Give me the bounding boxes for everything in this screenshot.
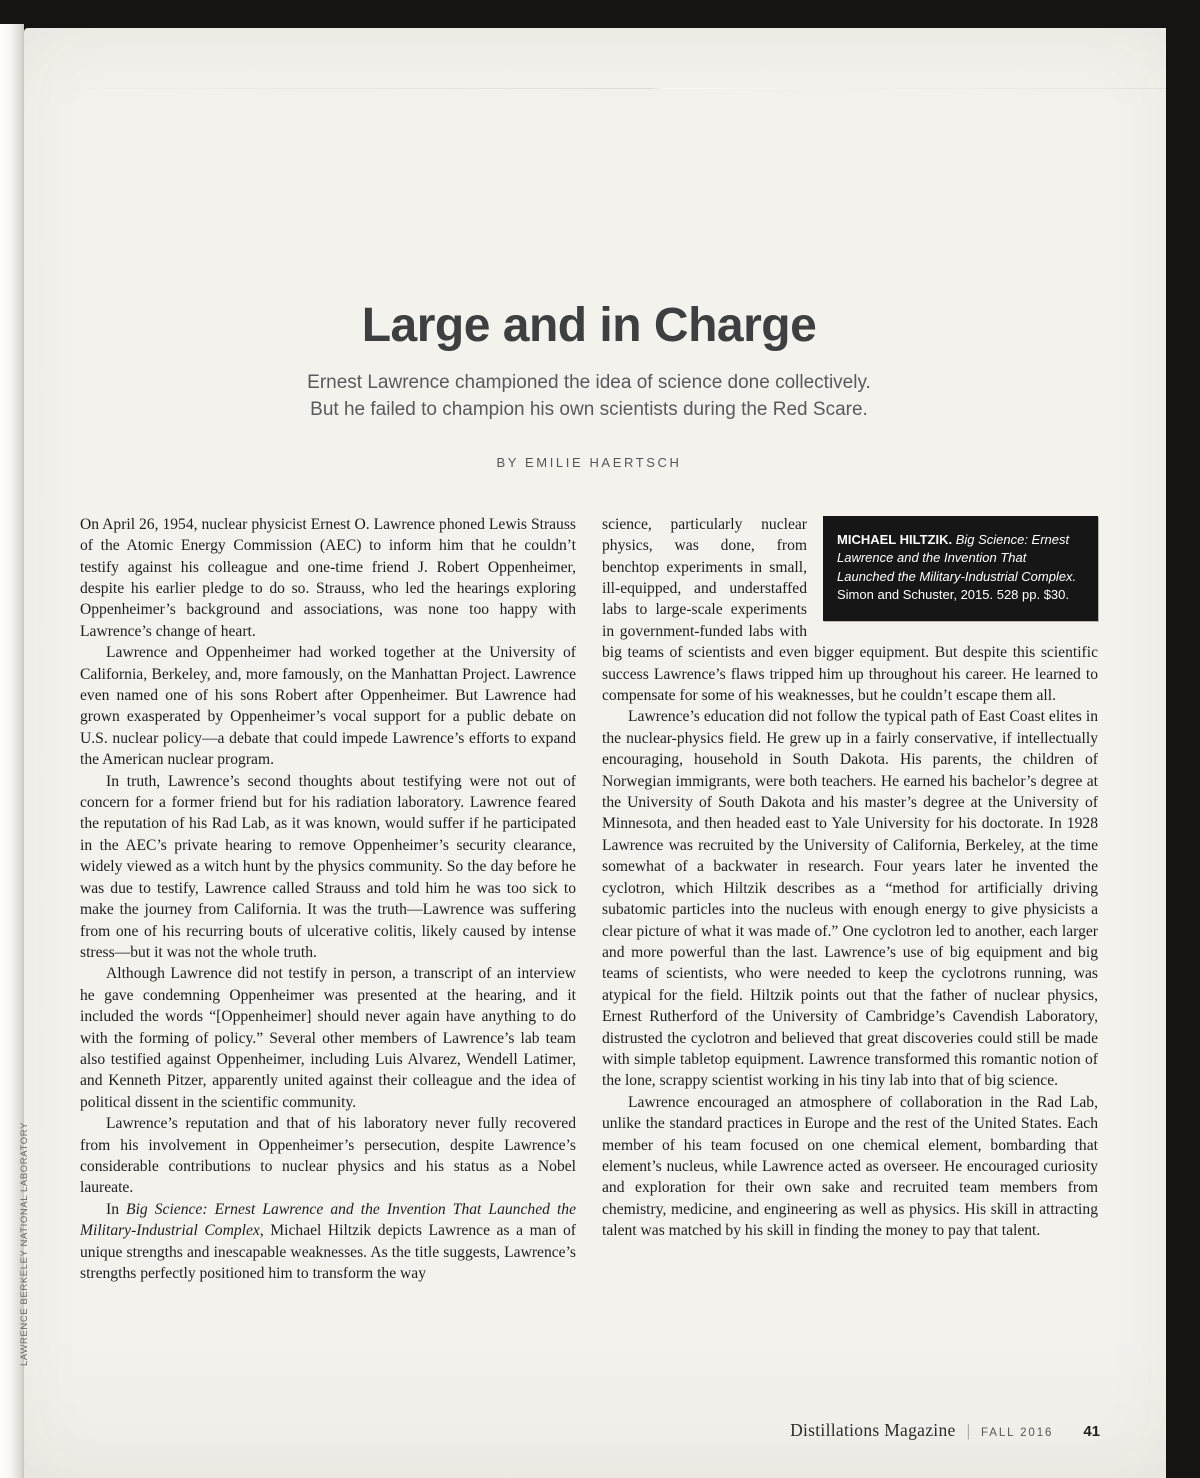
text-run: On April 26, 1954, nuclear physicist Ernest O. Lawrence phoned Lewis Strauss of the Atomic Energy Commission (AEC) to inform him that he couldn’t testify against his colleague and one-time friend J. Robert Oppenheimer, despite his earlier pledge to do so. Strauss, who led the hearings exploring Oppenheimer’s background and associations, was none too happy with Lawrence’s change of heart. [80, 515, 576, 640]
paragraph [602, 1092, 1098, 1242]
magazine-name: Distillations Magazine [790, 1420, 956, 1440]
article-title: Large and in Charge [361, 299, 817, 352]
footer-separator: | [966, 1421, 970, 1440]
page-footer [790, 1420, 1100, 1441]
text-run: , Michael Hiltzik depicts Lawrence as a man of unique strengths and inescapable weaknesses. As the title suggests, Lawrence’s strengths perfectly positioned him to transform the way [80, 1222, 576, 1283]
text-run: science, particularly nuclear physics, was done, from benchtop experiments in small, ill-equipped, and understaffed labs to large-scale experiments in government-funded labs with big teams of scientists and even bigger equipment. But despite this scientific success Lawrence’s flaws tripped him up throughout his career. He learned to compensate for some of his weaknesses, but he couldn’t escape them all. [602, 515, 1098, 705]
paragraph [80, 963, 576, 1113]
article-subtitle [80, 369, 1098, 423]
right-column [602, 514, 1098, 1285]
text-run: Simon and Schuster, 2015. 528 pp. $30. [837, 587, 1070, 603]
text-run: Lawrence’s education did not follow the typical path of East Coast elites in the nuclear-physics field. He grew up in a fairly conservative, if intellectually encouraging, household in South Dakota. His parents, the children of Norwegian immigrants, were both teachers. He earned his bachelor’s degree at the University of South Dakota and his master’s degree at the University of Minnesota, and then headed east to Yale University for his doctorate. In 1928 Lawrence was recruited by the University of California, Berkeley, at the time somewhat of a backwater in research. Four years later he invented the cyclotron, which Hiltzik describes as a “method for artificially driving subatomic particles into the nucleus with enough energy to give physicists a clear picture of what it was made of.” One cyclotron led to another, each larger and more powerful than the last. Lawrence’s use of big equipment and big teams of scientists, who were needed to keep the cyclotrons running, was atypical for the field. Hiltzik points out that the father of nuclear physics, Ernest Rutherford of the University of Cambridge’s Cavendish Laboratory, distrusted the cyclotron and believed that great discoveries could still be made with simple tabletop equipment. Lawrence transformed this romantic notion of the lone, scrappy scientist working in his tiny lab into that of big science. [602, 708, 1098, 1090]
left-column [80, 514, 576, 1285]
subtitle-line-1: Ernest Lawrence championed the idea of science done collectively. [307, 371, 871, 393]
text-run-bold: MICHAEL HILTZIK. [837, 531, 956, 547]
paragraph [80, 1113, 576, 1199]
article-body [80, 514, 1098, 1285]
issue-label: FALL 2016 [981, 1427, 1054, 1439]
paragraph [80, 771, 576, 964]
text-run-italic: Big Science: Ernest Lawrence and the Invention That Launched the Military-Industrial Complex. [837, 531, 1077, 584]
photo-credit-vertical: LAWRENCE BERKELEY NATIONAL LABORATORY [19, 1122, 30, 1366]
paragraph [602, 706, 1098, 1091]
text-run: Lawrence and Oppenheimer had worked together at the University of California, Berkeley, and, more famously, on the Manhattan Project. Lawrence even named one of his sons Robert after Oppenheimer. But Lawrence had grown exasperated by Oppenheimer’s vocal support for a public debate on U.S. nuclear policy—a debate that could impede Lawrence’s efforts to expand the American nuclear program. [80, 644, 576, 769]
text-run-italic: Big Science: Ernest Lawrence and the Invention That Launched the Military-Industrial Complex [80, 1200, 577, 1240]
page-content [80, 28, 1098, 1284]
text-run: In [106, 1200, 127, 1218]
paragraph [80, 514, 576, 642]
text-run: Lawrence encouraged an atmosphere of collaboration in the Rad Lab, unlike the standard practices in Europe and the rest of the United States. Each member of his team focused on one chemical element, bombarding that element’s nucleus, while Lawrence acted as overseer. He encouraged curiosity and exploration for their own sake and recruited team members from chemistry, medicine, and engineering as well as physics. His skill in attracting talent was matched by his skill in finding the money to pay that talent. [602, 1093, 1098, 1240]
text-run: Lawrence’s reputation and that of his laboratory never fully recovered from his involvement in Oppenheimer’s persecution, despite Lawrence’s considerable contributions to nuclear physics and his status as a Nobel laureate. [80, 1115, 576, 1197]
text-run: In truth, Lawrence’s second thoughts about testifying were not out of concern for a former friend but for his radiation laboratory. Lawrence feared the reputation of his Rad Lab, as it was known, would suffer if he participated in the AEC’s private hearing to remove Oppenheimer’s security clearance, widely viewed as a witch hunt by the physics community. So the day before he was due to testify, Lawrence called Strauss and told him he was too sick to make the journey from California. It was the truth—Lawrence was suffering from one of his recurring bouts of ulcerative colitis, likely caused by intense stress—but it was not the whole truth. [80, 772, 576, 961]
subtitle-line-2: But he failed to champion his own scientists during the Red Scare. [310, 398, 868, 420]
paragraph [80, 1199, 576, 1285]
article-header [80, 300, 1098, 470]
paragraph [80, 642, 576, 770]
book-info-box [823, 516, 1098, 621]
magazine-page [19, 28, 1166, 1478]
article-byline: BY EMILIE HAERTSCH [496, 454, 682, 470]
page-number: 41 [1083, 1423, 1100, 1440]
text-run: Although Lawrence did not testify in person, a transcript of an interview he gave condemning Oppenheimer was presented at the hearing, and it included the words “[Oppenheimer] should never again have anything to do with the forming of policy.” Several other members of Lawrence’s lab team also testified against Oppenheimer, including Luis Alvarez, Wendell Latimer, and Kenneth Pitzer, apparently united against their colleague and the idea of political dissent in the scientific community. [80, 965, 576, 1111]
